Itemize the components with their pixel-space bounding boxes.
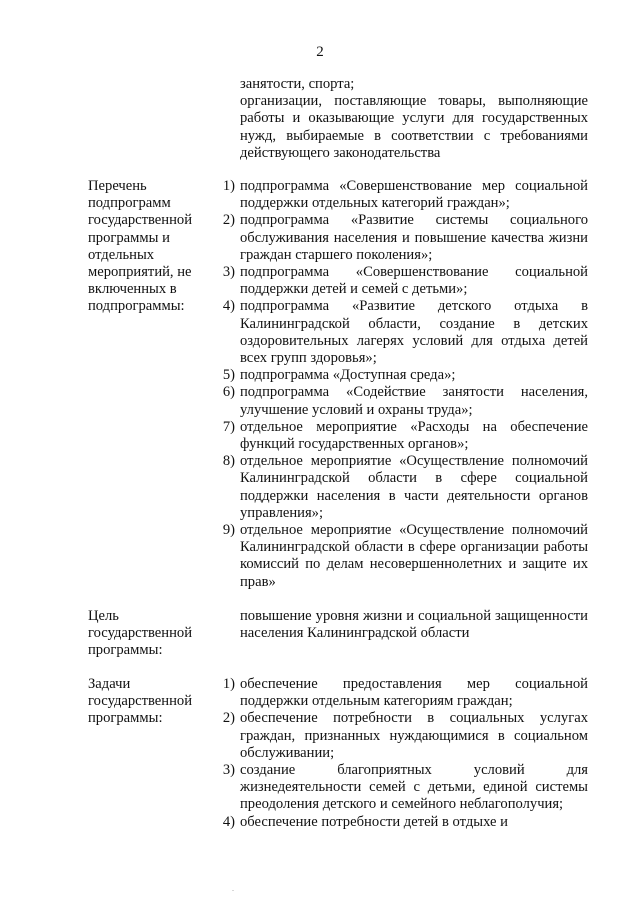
list-item [222, 384, 588, 418]
list-item [222, 813, 588, 831]
item-text: подпрограмма «Совершенствование социальной поддержки детей и семей с детьми»; [240, 264, 588, 298]
item-text: отдельное мероприятие «Осуществление полномочий Калининградской области в сфере социальной поддержки населения в части деятельности органов управления»; [240, 453, 588, 521]
label-line: включенных в [88, 281, 177, 298]
label-line: государственной [88, 212, 193, 229]
goal-body [240, 608, 588, 642]
item-number: 4) [222, 813, 235, 830]
label-line: подпрограммы: [88, 298, 185, 315]
list-item [222, 212, 588, 264]
item-number: 2) [222, 710, 235, 727]
intro-line: организации, поставляющие товары, выполняющие работы и оказывающие услуги для государственных нужд, выбираемые в соответствии с требованиями действующего законодательства [240, 93, 588, 161]
list-item [222, 264, 588, 298]
list-item [222, 710, 588, 762]
item-number: 1) [222, 178, 235, 194]
item-text: подпрограмма «Совершенствование мер социальной поддержки отдельных категорий граждан»; [240, 178, 588, 212]
list-item [222, 367, 588, 384]
label-line: программы: [88, 642, 163, 659]
label-line: Цель [88, 608, 119, 624]
label-line: отдельных [88, 246, 155, 263]
item-number: 2) [222, 212, 235, 229]
scan-dot: . [232, 884, 234, 893]
item-number: 5) [222, 367, 235, 384]
item-number: 3) [222, 762, 235, 779]
list-item [222, 453, 588, 522]
label-line: подпрограмм [88, 195, 171, 212]
label-line: программы и [88, 229, 170, 246]
goal-text: повышение уровня жизни и социальной защищенности населения Калининградской области [240, 608, 588, 642]
list-item [222, 418, 588, 453]
subprograms-list [222, 178, 588, 591]
list-item [222, 762, 588, 814]
item-text: отдельное мероприятие «Осуществление полномочий Калининградской области в сфере организации работы комиссий по делам несовершеннолетних и защите их прав» [240, 522, 588, 590]
label-line: программы: [88, 710, 163, 727]
list-item [222, 298, 588, 367]
item-number: 1) [222, 676, 235, 692]
label-line: Задачи [88, 676, 131, 692]
list-item [222, 676, 588, 710]
intro-line: занятости, спорта; [240, 76, 355, 92]
item-number: 8) [222, 453, 235, 470]
item-text: отдельное мероприятие «Расходы на обеспечение функций государственных органов»; [240, 418, 588, 453]
item-number: 3) [222, 264, 235, 281]
section-label [88, 178, 208, 316]
item-text: обеспечение предоставления мер социальной поддержки отдельным категориям граждан; [240, 676, 588, 710]
item-text: создание благоприятных условий для жизнедеятельности семей с детьми, единой системы преодоления детского и семейного неблагополучия; [240, 762, 588, 813]
section-label [88, 676, 208, 728]
label-line: мероприятий, не [88, 264, 192, 281]
item-number: 9) [222, 522, 235, 539]
label-line: государственной [88, 693, 193, 710]
objectives-list [222, 676, 588, 831]
list-item [222, 178, 588, 212]
item-number: 4) [222, 298, 235, 315]
item-number: 7) [222, 418, 235, 435]
item-text: подпрограмма «Развитие детского отдыха в Калининградской области, создание в детских оздоровительных лагерях условий для отдыха детей всех групп здоровья»; [240, 298, 588, 367]
item-text: обеспечение потребности детей в отдыхе и [240, 813, 508, 830]
item-number: 6) [222, 384, 235, 401]
list-item [222, 522, 588, 591]
item-text: подпрограмма «Доступная среда»; [240, 367, 456, 384]
label-line: Перечень [88, 178, 147, 194]
intro-continuation [240, 76, 588, 162]
item-text: подпрограмма «Развитие системы социального обслуживания населения и повышение качества жизни граждан старшего поколения»; [240, 212, 588, 263]
item-text: обеспечение потребности в социальных услугах граждан, признанных нуждающимися в социальном обслуживании; [240, 710, 588, 761]
label-line: государственной [88, 625, 193, 642]
section-label [88, 608, 208, 660]
page-number: 2 [316, 44, 324, 60]
item-text: подпрограмма «Содействие занятости населения, улучшение условий и охраны труда»; [240, 384, 588, 418]
